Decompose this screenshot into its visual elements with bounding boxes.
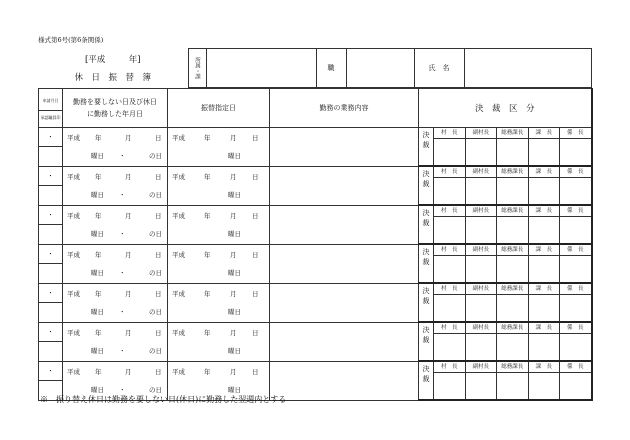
name-field[interactable] [464, 49, 591, 88]
approval-slot[interactable] [497, 167, 529, 204]
app-date-cell[interactable]: ・ [39, 128, 62, 147]
approval-slot[interactable] [529, 167, 561, 204]
work-content-cell[interactable] [270, 166, 419, 205]
approver-title: 課 長 [529, 245, 560, 256]
approver-title: 総務課長 [497, 323, 528, 334]
approval-slot[interactable] [560, 284, 591, 321]
approver-title: 課 長 [529, 284, 560, 295]
approver-title: 係 長 [560, 362, 591, 373]
era-label: [平成 [84, 55, 106, 65]
approval-slot[interactable] [497, 284, 529, 321]
approver-header: 承認職員印 [40, 115, 61, 120]
approver-title: 総務課長 [497, 245, 528, 256]
approver-title: 総務課長 [497, 128, 528, 139]
work-day-cell[interactable]: 平成 年 月 日 曜日 ・ の日 [63, 128, 168, 167]
approval-slot[interactable] [529, 206, 561, 243]
approver-title: 副村長 [466, 362, 497, 373]
transfer-day-cell[interactable]: 平成 年 月 日 曜日 [168, 128, 270, 167]
dept-label: 所属・課 [188, 49, 206, 88]
approver-title: 総務課長 [497, 206, 528, 217]
approver-title: 副村長 [466, 206, 497, 217]
approver-title: 副村長 [466, 323, 497, 334]
approver-title: 村 長 [434, 128, 465, 139]
approval-slot[interactable] [434, 245, 466, 282]
approver-title: 課 長 [529, 167, 560, 178]
approver-title: 副村長 [466, 245, 497, 256]
approver-title: 副村長 [466, 284, 497, 295]
table-row [39, 283, 592, 322]
approval-slot[interactable] [466, 167, 498, 204]
approval-slot[interactable] [466, 245, 498, 282]
approver-title: 係 長 [560, 128, 591, 139]
decision-header: 決 裁 区 分 [419, 89, 592, 128]
ketsu-label: 決 裁 [419, 167, 434, 204]
approver-title: 村 長 [434, 284, 465, 295]
work-content-cell[interactable] [270, 361, 419, 400]
transfer-day-cell[interactable]: 平成 年 月 日 曜日 [168, 205, 270, 244]
approver-title: 課 長 [529, 362, 560, 373]
approver-title: 総務課長 [497, 284, 528, 295]
approval-slot[interactable] [466, 362, 498, 399]
position-label: 職 [316, 49, 346, 88]
ketsu-label: 決 裁 [419, 362, 434, 399]
approval-slot[interactable] [560, 362, 591, 399]
approval-slot[interactable] [497, 323, 529, 360]
approval-slot[interactable] [434, 323, 466, 360]
approval-slot[interactable] [434, 167, 466, 204]
approval-slot[interactable] [434, 128, 466, 165]
work-content-cell[interactable] [270, 244, 419, 283]
work-day-cell[interactable]: 平成 年 月 日 曜日 ・ の日 [63, 283, 168, 322]
work-day-cell[interactable]: 平成 年 月 日 曜日 ・ の日 [63, 166, 168, 205]
approval-slot[interactable] [560, 323, 591, 360]
approver-title: 副村長 [466, 128, 497, 139]
approver-title: 係 長 [560, 167, 591, 178]
approver-stamp-cell[interactable] [39, 186, 62, 204]
table-row [39, 244, 592, 283]
approval-slot[interactable] [466, 284, 498, 321]
approver-title: 課 長 [529, 323, 560, 334]
approver-title: 係 長 [560, 284, 591, 295]
approver-title: 課 長 [529, 206, 560, 217]
approval-slot[interactable] [497, 362, 529, 399]
form-number-label: 様式第6号(第6条関係) [38, 36, 104, 44]
approval-slot[interactable] [497, 128, 529, 165]
ketsu-label: 決 裁 [419, 323, 434, 360]
approver-title: 係 長 [560, 245, 591, 256]
transfer-table [38, 88, 593, 401]
work-content-cell[interactable] [270, 322, 419, 361]
approval-slot[interactable] [529, 245, 561, 282]
ketsu-label: 決 裁 [419, 245, 434, 282]
table-row [39, 166, 592, 205]
table-row [39, 322, 592, 361]
app-date-cell[interactable]: ・ [39, 362, 62, 381]
approver-stamp-cell[interactable] [39, 225, 62, 243]
year-suffix: 年] [128, 55, 141, 65]
approval-slot[interactable] [497, 206, 529, 243]
work-day-cell[interactable]: 平成 年 月 日 曜日 ・ の日 [63, 322, 168, 361]
work-day-cell[interactable]: 平成 年 月 日 曜日 ・ の日 [63, 244, 168, 283]
approval-slot[interactable] [529, 362, 561, 399]
approval-slot[interactable] [560, 206, 591, 243]
approval-slot[interactable] [434, 206, 466, 243]
approval-slot[interactable] [434, 284, 466, 321]
table-row [39, 128, 592, 167]
approval-slot[interactable] [560, 245, 591, 282]
work-day-cell[interactable]: 平成 年 月 日 曜日 ・ の日 [63, 205, 168, 244]
approver-title: 総務課長 [497, 362, 528, 373]
work-content-cell[interactable] [270, 283, 419, 322]
approver-title: 村 長 [434, 362, 465, 373]
position-field[interactable] [346, 49, 414, 88]
work-content-cell[interactable] [270, 128, 419, 167]
approver-title: 課 長 [529, 128, 560, 139]
transfer-day-cell[interactable]: 平成 年 月 日 曜日 [168, 283, 270, 322]
approval-slot[interactable] [466, 206, 498, 243]
table-row [39, 205, 592, 244]
approver-stamp-cell[interactable] [39, 303, 62, 321]
approver-title: 村 長 [434, 206, 465, 217]
ketsu-label: 決 裁 [419, 128, 434, 165]
ketsu-label: 決 裁 [419, 284, 434, 321]
app-date-cell[interactable]: ・ [39, 167, 62, 186]
transfer-day-cell[interactable]: 平成 年 月 日 曜日 [168, 244, 270, 283]
ketsu-label: 決 裁 [419, 206, 434, 243]
approval-slot[interactable] [529, 284, 561, 321]
approval-slot[interactable] [560, 167, 591, 204]
approval-slot[interactable] [466, 128, 498, 165]
work-day-header: 勤務を要しない日及び休日に勤務した年月日 [63, 89, 168, 128]
approver-title: 村 長 [434, 167, 465, 178]
approval-slot[interactable] [529, 128, 561, 165]
approver-title: 村 長 [434, 245, 465, 256]
approver-stamp-cell[interactable] [39, 342, 62, 360]
footnote: ※ 振り替え休日は勤務を要しない日(休日)に勤務した翌週内とする [40, 395, 287, 404]
approver-title: 係 長 [560, 323, 591, 334]
app-date-cell[interactable]: ・ [39, 206, 62, 225]
name-label: 氏 名 [414, 49, 464, 88]
transfer-day-cell[interactable]: 平成 年 月 日 曜日 [168, 322, 270, 361]
approval-slot[interactable] [497, 245, 529, 282]
transfer-day-cell[interactable]: 平成 年 月 日 曜日 [168, 166, 270, 205]
approval-slot[interactable] [529, 323, 561, 360]
approval-slot[interactable] [434, 362, 466, 399]
header-table [38, 48, 592, 88]
approval-slot[interactable] [466, 323, 498, 360]
approver-stamp-cell[interactable] [39, 264, 62, 282]
transfer-day-cell[interactable]: 平成 年 月 日 曜日 [168, 361, 270, 400]
work-day-cell[interactable]: 平成 年 月 日 曜日 ・ の日 [63, 361, 168, 400]
app-date-cell[interactable]: ・ [39, 323, 62, 342]
approval-slot[interactable] [560, 128, 591, 165]
work-content-header: 勤務の業務内容 [270, 89, 419, 128]
page-title: 休 日 振 替 簿 [74, 73, 151, 83]
approver-title: 村 長 [434, 323, 465, 334]
app-date-cell[interactable]: ・ [39, 245, 62, 264]
approver-title: 係 長 [560, 206, 591, 217]
approver-stamp-cell[interactable] [39, 147, 62, 165]
approver-title: 総務課長 [497, 167, 528, 178]
transfer-day-header: 振替指定日 [168, 89, 270, 128]
work-content-cell[interactable] [270, 205, 419, 244]
dept-field[interactable] [206, 49, 316, 88]
approver-title: 副村長 [466, 167, 497, 178]
app-date-cell[interactable]: ・ [39, 284, 62, 303]
app-date-header: 申請月日 [39, 92, 62, 111]
